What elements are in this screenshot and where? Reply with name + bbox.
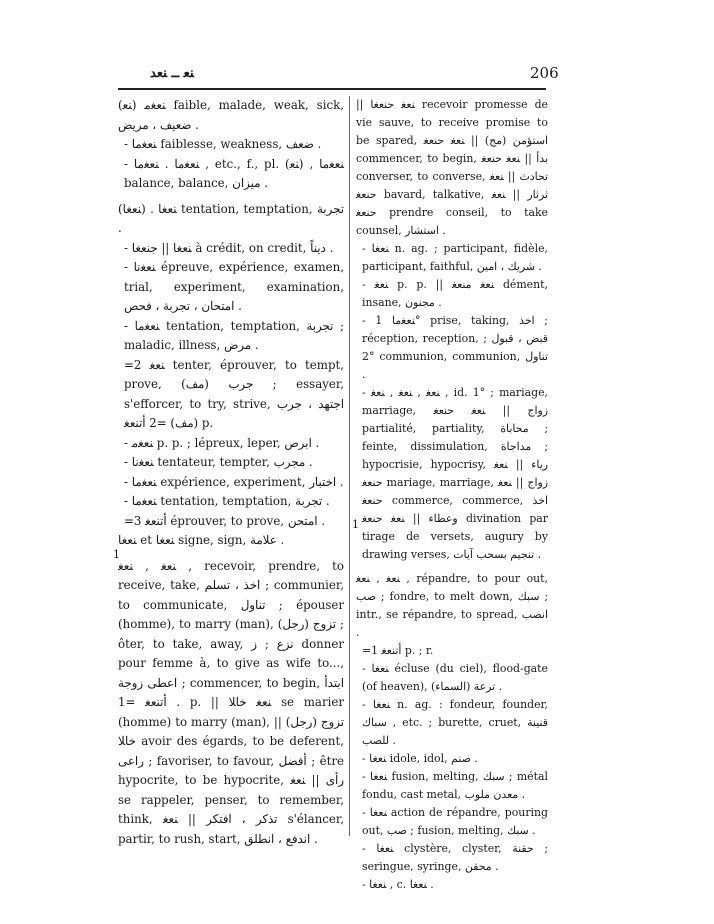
entry: ﻨﻌﻐﺎ et ﻨﻌﻐﺎ signe, sign, علامة . (118, 533, 285, 547)
entry-number-left: 1 (113, 548, 120, 561)
entry: =1 ﺃﺗﻨﻌﻐ p. ; r. (362, 644, 434, 657)
page-number: 206 (530, 64, 559, 82)
header-rule (118, 88, 546, 90)
running-head: ﻨﻌ ــ ﻨﻌﺪ (150, 66, 194, 81)
entry: - ﻨﻌﻐﻣﺎ tentation, temptation, تجربة ; maladic, illness, مرض . (124, 318, 344, 352)
column-divider (349, 96, 350, 836)
entry: - ﻨﻌﻐﻧﺎ épreuve, expérience, examen, trial, experiment, examination, امتحان ، تجربة ، فحص . (124, 260, 344, 313)
entry: =2 ﻨﻌﻐ tenter, éprouver, to tempt, prove, جرب (مف) ; essayer, s'efforcer, to try, strive, اجتهد ، جرب (مف) =2 ﺃﺗﻨﻌﻐ p. (124, 357, 345, 430)
entry: - ﻨﻌﻐﻣﺎ expérience, experiment, اختبار . (124, 474, 344, 489)
entry: =3 ﺃﺗﻨﻌﻐ éprouver, to prove, امتحن . (124, 513, 326, 528)
entry: - ﻨﻌﻐﻣﺎ tentation, temptation, تجربة . (124, 494, 330, 508)
entry: ﻨﻌﻐ , ﻨﻌﻐ , répandre, to pour out, صب ; fondre, to melt down, سبك ; intr., se répandre, to spread, انصب . (356, 572, 548, 639)
entry: - ﻨﻌﻐﺎ écluse (du ciel), flood-gate (of heaven), ترعة (السماء) . (362, 662, 548, 693)
entry: - ﻨﻌﻐﺎ action de répandre, pouring out, صب ; fusion, melting, سبك . (362, 806, 548, 837)
entry: (ﻨﻌﻐﺎ) . ﻨﻌﻐﺎ tentation, temptation, تجربة . (118, 201, 344, 235)
entry: - ﻨﻌﻐﻣ p. p. ; lépreux, leper, ابرص . (124, 435, 320, 450)
entry-number-right: 1 (352, 518, 359, 531)
entry: - ﻨﻌﻐﺎ , c. ﻨﻌﻐﺎ . (362, 878, 434, 891)
entry: - ﻨﻌﻐﺎ idole, idol, صنم . (362, 752, 478, 765)
entry: ﻨﻌﻐ , ﻨﻌﻐ , recevoir, prendre, to receive, take, اخذ ، تسلم ; communier, to communicate, تناول ; épouser (homme), to marry (man), تزوج (رجل) ; ôter, to take, away, نزع ; ﺯ donner pour femme à, to give as wife to..., اعطى زوجة ; commencer, to begin, ابتدأ . ﺃﺗﻨﻌﻐ =1 p. || ﻨﻌﻐ ﺧﺎﻠﺎ se marier (homme) to marry (man), تزوج (رجل) || ﺧﺎﻠﺎ avoir des égards, to be deferent, راعى ; favoriser, to favour, أفضل ; être hypocrite, to be hypocrite, رأى || ﻨﻌﻐ se rappeler, penser, to remember, think, تذكر ، افتكر || ﻨﻌﻐ s'élancer, partir, to rush, start, اندفع ، انطلق . (118, 558, 344, 846)
entry: - ﻨﻌﻐﻣﺎ faiblesse, weakness, ضعف . (124, 137, 322, 151)
entry: - ﻨﻌﻐﺎ fusion, melting, سبك ; métal fondu, cast metal, معدن ملوب . (362, 770, 548, 801)
entry: - ﻨﻌﻐﺎ clystère, clyster, حقنة ; seringue, syringe, محقن . (362, 842, 548, 873)
entry: - ﻨﻌﻐﺎ || ﺟﻨﻌﻐﺎ à crédit, on credit, ديناً . (124, 240, 334, 255)
right-column (356, 96, 548, 894)
entry: - ﻨﻌﻐﻣﺎ . ﻨﻌﻐﻣﺎ , etc., f., pl. ﻨﻌﻐﻣﺎ , (ﻨﻌ) balance, balance, ميزان . (124, 156, 344, 190)
entry: || ﻨﻌﻐ ﺣﻨﻌﻐﺎ recevoir promesse de vie sauve, to receive promise to be spared, استؤمن (مج) || ﻨﻌﻐ ﺣﻨﻌﻐ commencer, to begin, بدأ || ﻨﻌﻐ ﺣﻨﻌﻐ converser, to converse, تحادث || ﻨﻌﻐ ﺣﻨﻌﻐ bavard, talkative, ثرثار || ﻨﻌﻐ ﺣﻨﻌﻐ prendre conseil, to take counsel, استشار . (356, 98, 548, 237)
entry: - ﻨﻌﻐ p. p. || ﻨﻌﻐ ﻣﻨﻌﻐ dément, insane, مجنون . (362, 278, 548, 309)
entry: - ﻨﻌﻐ , ﻨﻌﻐ , ﻨﻌﻐ , id. 1° ; mariage, marriage, زواج || ﻨﻌﻐ ﺣﻨﻌﻐ partialité, partiality, محاباة ; feinte, dissimulation, مداجاة ; hypocrisie, hypocrisy, رياء || ﻨﻌﻐ ﺣﻨﻌﻐ mariage, marriage, زواج || ﻨﻌﻐ ﺣﻨﻌﻐ commerce, commerce, اخذ وعطاء || ﻨﻌﻐ ﺣﻨﻌﻐ divination par tirage de versets, augury by drawing verses, تنجيم بسحب آيات . (362, 386, 548, 561)
entry: (ﻨﻌ) ﻨﻌﻐﻣ faible, malade, weak, sick, ضعيف ، مريض . (118, 98, 344, 132)
entry: - ﻨﻌﻐﻣﺎ 1° prise, taking, اخذ ; réception, reception, قبض ، قبول ; 2° communion, communion, تناول . (362, 314, 548, 381)
entry: - ﻨﻌﻐﺎ n. ag. ; participant, fidèle, participant, faithful, شريك ، امين . (362, 242, 548, 273)
entry: - ﻨﻌﻐﺎ n. ag. : fondeur, founder, سباك , etc. ; burette, cruet, قنينة للصب . (362, 698, 548, 747)
left-column (118, 96, 344, 849)
entry: - ﻨﻌﻐﻧﺎ tentateur, tempter, مجرب . (124, 455, 313, 469)
